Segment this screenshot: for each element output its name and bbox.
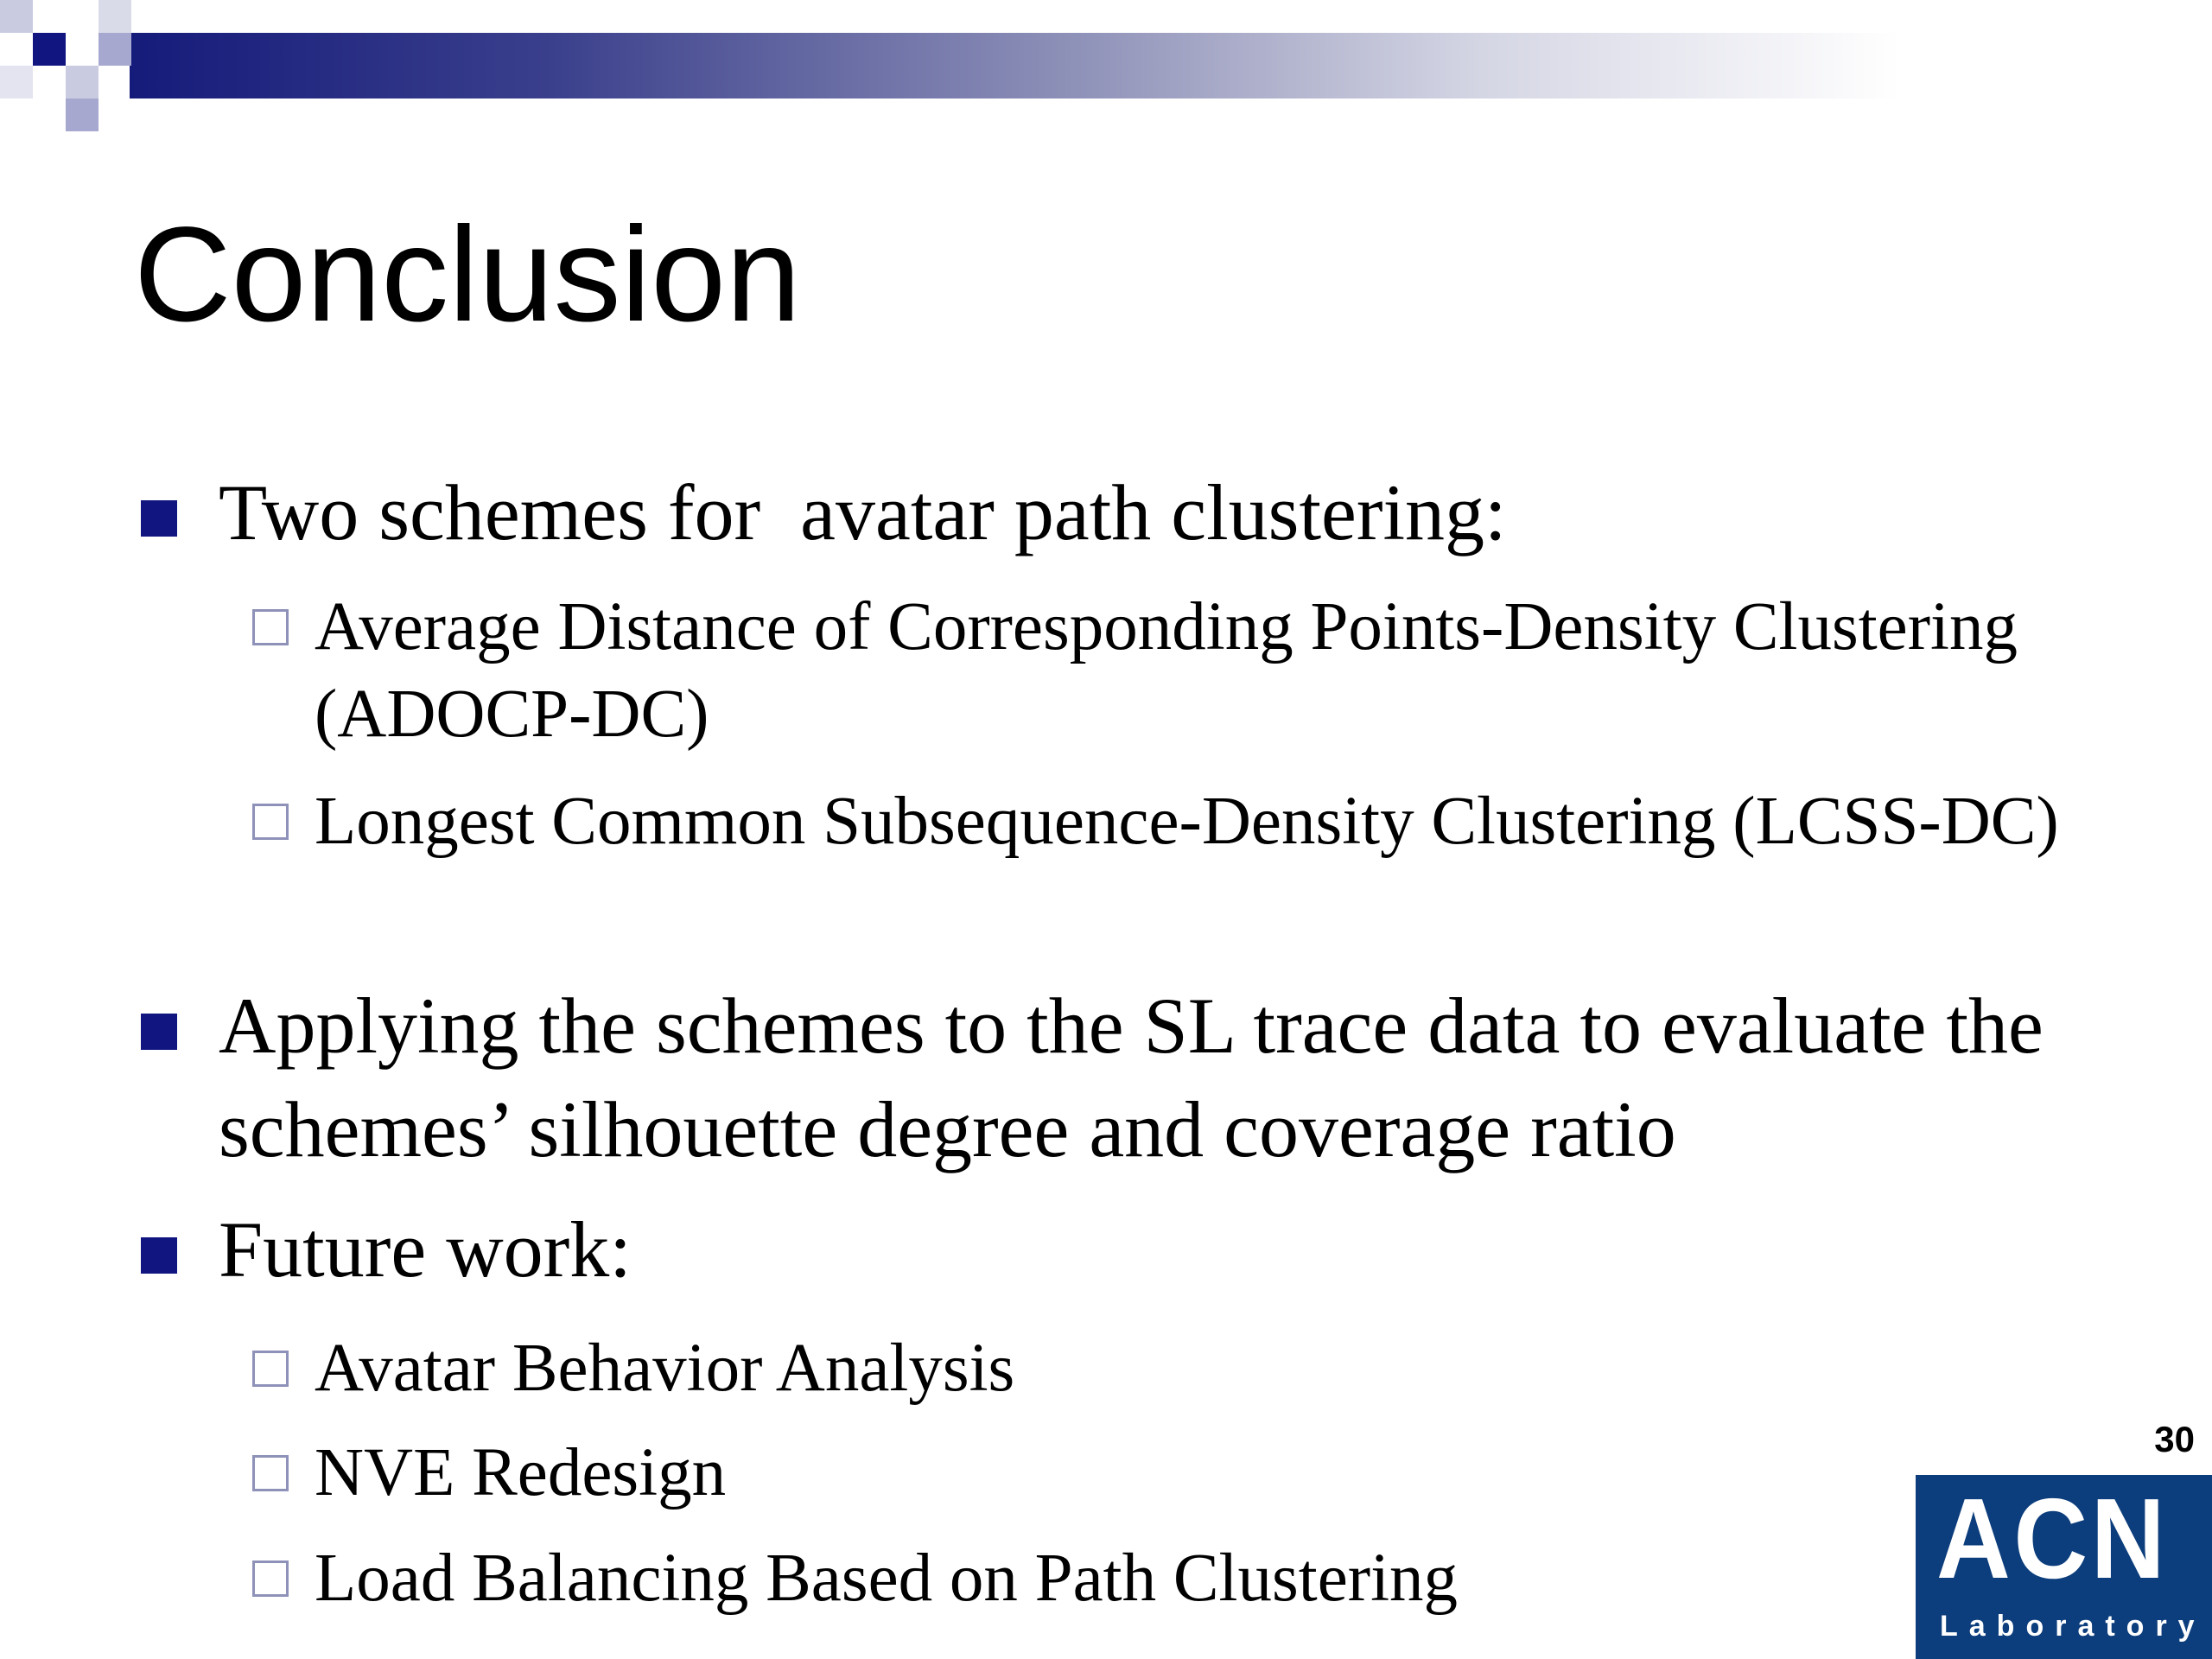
page-number: 30 bbox=[2154, 1419, 2195, 1459]
bullet-text: Two schemes for avatar path clustering: bbox=[219, 468, 1507, 556]
header-gradient-bar bbox=[130, 33, 2212, 99]
sub-bullet-hollow-square-icon bbox=[252, 1455, 289, 1491]
bullet-text: Future work: bbox=[219, 1205, 632, 1294]
sub-bullet-hollow-square-icon bbox=[252, 609, 289, 645]
header-decor-square bbox=[99, 0, 131, 33]
acn-laboratory-logo bbox=[1916, 1475, 2212, 1659]
sub-bullet-hollow-square-icon bbox=[252, 804, 289, 840]
bullet-square-icon bbox=[141, 1014, 177, 1050]
sub-bullet-text: Longest Common Subsequence-Density Clustering (LCSS-DC) bbox=[315, 784, 2059, 859]
slide-title: Conclusion bbox=[134, 200, 801, 350]
header-decor-square bbox=[33, 33, 66, 66]
sub-bullet-text: Average Distance of Corresponding Points-Density Clustering (ADOCP-DC) bbox=[315, 589, 2035, 752]
header-decor-square bbox=[0, 0, 33, 33]
sub-bullet-text: NVE Redesign bbox=[315, 1435, 727, 1510]
bullet-square-icon bbox=[141, 500, 177, 537]
sub-bullet-hollow-square-icon bbox=[252, 1560, 289, 1597]
header-decor-square bbox=[66, 99, 99, 131]
logo-sub-text: Laboratory bbox=[1940, 1610, 2206, 1643]
sub-bullet-text: Avatar Behavior Analysis bbox=[315, 1331, 1015, 1406]
bullet-text: Applying the schemes to the SL trace data to evaluate the schemes’ silhouette degree and coverage ratio bbox=[219, 982, 2063, 1173]
bullet-square-icon bbox=[141, 1237, 177, 1274]
header-decor-square bbox=[66, 66, 99, 99]
header-decor-square bbox=[0, 66, 33, 99]
header-decor-square bbox=[99, 33, 131, 66]
logo-main-text: ACN bbox=[1936, 1475, 2169, 1602]
sub-bullet-text: Load Balancing Based on Path Clustering bbox=[315, 1541, 1459, 1616]
sub-bullet-hollow-square-icon bbox=[252, 1351, 289, 1387]
